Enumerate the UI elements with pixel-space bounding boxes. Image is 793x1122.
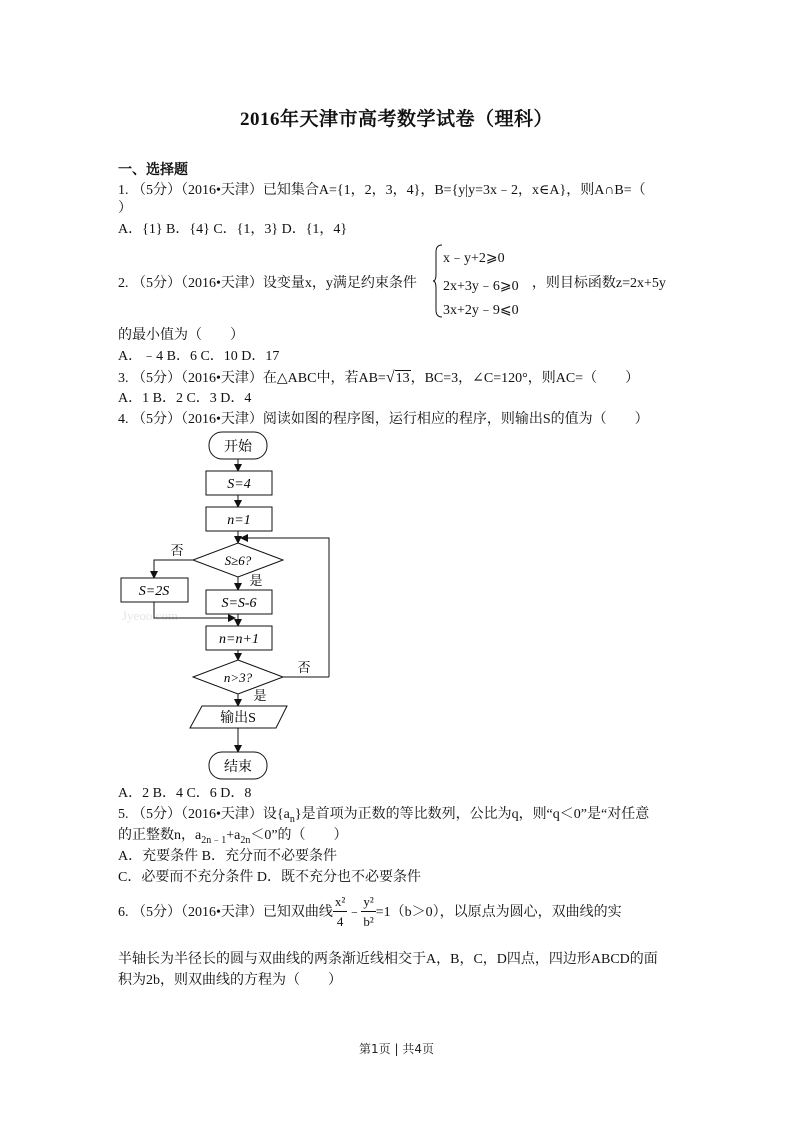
question-1-stem: 1. （5分）（2016•天津）已知集合A={1，2，3，4}，B={y|y=3x﹣2，x∈A}，则A∩B=（	[118, 183, 646, 198]
flow-start-label: 开始	[224, 440, 252, 455]
sqrt-value: 13	[395, 371, 410, 386]
question-6-stem-cont: 半轴长为半径长的圆与双曲线的两条渐近线相交于A，B，C，D四点，四边形ABCD的面	[118, 952, 658, 967]
flowchart	[110, 425, 350, 785]
fraction-x2-over-4: $\frac{\text{x²}}{4}$	[334, 894, 346, 930]
flow-increment-label: n=n+1	[219, 632, 259, 647]
watermark: Jyeoo.com	[122, 608, 178, 623]
question-6-stem-cont-2: 积为2b，则双曲线的方程为（ ）	[118, 973, 342, 988]
document-title: 2016年天津市高考数学试卷（理科）	[239, 109, 553, 130]
question-4-options: A．2 B．4 C．6 D．8	[118, 786, 252, 801]
question-3-prefix: 3. （5分）（2016•天津）在△ABC中，若AB=	[118, 371, 386, 386]
question-5-plus: +a	[226, 828, 241, 843]
subscript-2n: 2n	[240, 834, 251, 846]
flow-end-label: 结束	[224, 760, 252, 775]
question-3-suffix: ，BC=3，∠C=120°，则AC=（ ）	[410, 371, 640, 386]
flow-branch-no-label: S=2S	[138, 584, 170, 599]
fraction-y2-over-b2: $\frac{\text{y²}}{\text{b²}}$	[363, 894, 374, 930]
flow-cond-s-label: S≥6?	[224, 553, 252, 568]
question-3-stem: 3. （5分）（2016•天津）在△ABC中，若AB=√13，BC=3，∠C=120°，则AC=（ ）	[118, 369, 640, 386]
flow-init-n-label: n=1	[227, 513, 251, 528]
question-2-suffix: ，则目标函数z=2x+5y	[531, 276, 666, 291]
question-3-options: A．1 B．2 C．3 D．4	[118, 391, 252, 406]
question-5-text-a: 5. （5分）（2016•天津）设{a	[118, 807, 290, 822]
question-1-options: A．{1} B．{4} C．{1，3} D．{1，4}	[118, 222, 348, 237]
section-heading: 一、选择题	[118, 163, 188, 178]
question-5-text-d: ＜0”的（ ）	[250, 828, 348, 843]
question-6-prefix: 6. （5分）（2016•天津）已知双曲线	[118, 905, 333, 920]
question-2-stem	[118, 275, 666, 293]
question-5-stem-cont	[118, 827, 348, 850]
flow-no-label-2: 否	[297, 660, 311, 675]
question-2-prefix: 2. （5分）（2016•天津）设变量x，y满足约束条件	[118, 276, 417, 291]
question-5-stem	[118, 806, 649, 829]
constraint-brace	[433, 244, 443, 318]
subscript-2n-1: 2n﹣1	[201, 834, 227, 846]
question-4-stem: 4. （5分）（2016•天津）阅读如图的程序图，运行相应的程序，则输出S的值为（ ）	[118, 412, 649, 427]
constraint-3: 3x+2y﹣9⩽0	[443, 303, 519, 318]
flow-init-s-label: S=4	[227, 477, 251, 492]
flow-branch-yes-label: S=S-6	[221, 596, 257, 611]
question-5-options-1: A．充要条件 B．充分而不必要条件	[118, 849, 337, 864]
subscript-n: n	[289, 813, 295, 825]
constraint-1: x﹣y+2⩾0	[443, 251, 505, 266]
constraint-2: 2x+3y﹣6⩾0	[443, 279, 519, 294]
question-1-stem-cont: ）	[118, 201, 132, 216]
question-5-text-b: }是首项为正数的等比数列，公比为q，则“q＜0”是“对任意	[294, 807, 650, 822]
flow-yes-label: 是	[249, 573, 263, 588]
question-2-stem-cont: 的最小值为（ ）	[118, 328, 244, 343]
question-6-stem	[118, 891, 622, 935]
minus-sign: ﹣	[347, 905, 362, 920]
question-6-suffix: =1（b＞0），以原点为圆心，双曲线的实	[375, 905, 622, 920]
flow-no-label: 否	[170, 543, 184, 558]
question-2-options: A．﹣4 B．6 C．10 D．17	[118, 349, 280, 364]
question-5-options-2: C．必要而不充分条件 D．既不充分也不必要条件	[118, 870, 421, 885]
page-footer: 第1页 | 共4页	[359, 1042, 434, 1056]
flow-output-label: 输出S	[220, 711, 256, 726]
question-5-text-c: 的正整数n，a	[118, 828, 202, 843]
flow-cond-n-label: n>3?	[223, 670, 253, 685]
flow-yes-label-2: 是	[253, 688, 267, 703]
